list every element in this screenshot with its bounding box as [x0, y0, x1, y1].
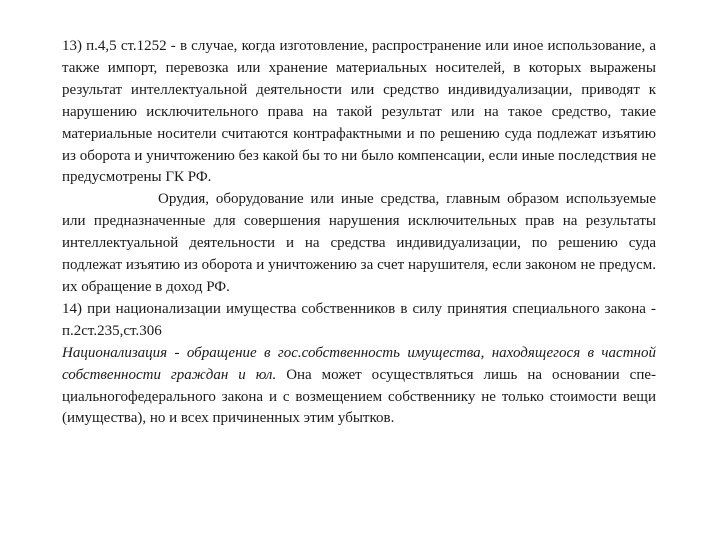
item-14-paragraph: 14) при национализации имущества собственников в силу принятия специального закона - п.2ст.235,ст.306 — [62, 300, 656, 339]
tools-paragraph: Орудия, оборудование или иные средства, главным образом используемые или предназначенные для совершения нарушения исключительных прав на результаты интеллектуальной деятельности и на средства индивидуализации, по решению суда подлежат изъятию из оборота и уничтожению за счет нарушителя, если законом не предусм. их обращение в доход РФ. — [62, 191, 656, 295]
nationalization-paragraph — [62, 343, 656, 431]
nationalization-definition: Национализация - обращение в гос.собственность имущества, находящегося в частной собственности граждан и юл. — [62, 344, 656, 383]
item-13-paragraph: 13) п.4,5 ст.1252 - в случае, когда изготовление, распространение или иное использование, а также импорт, перевозка или хранение материальных носителей, в которых выражены результат интеллектуальной деятельности или средство индивидуализации, приводят к нарушению исключительного права на такой результат или на такое средство, такие материальные носители считаются контрафактными и по решению суда подлежат изъятию из оборота и уничтожению без какой бы то ни было компенсации, если иные последствия не предусмотрены ГК РФ. — [62, 38, 656, 186]
document-page — [62, 36, 656, 430]
nationalization-continuation: Она может осуществляться лишь на основании спе-циальногофедерального закона и с возмещением собственнику не только стоимости вещи (имущества), но и всех причиненных этим убытков. — [62, 366, 656, 427]
